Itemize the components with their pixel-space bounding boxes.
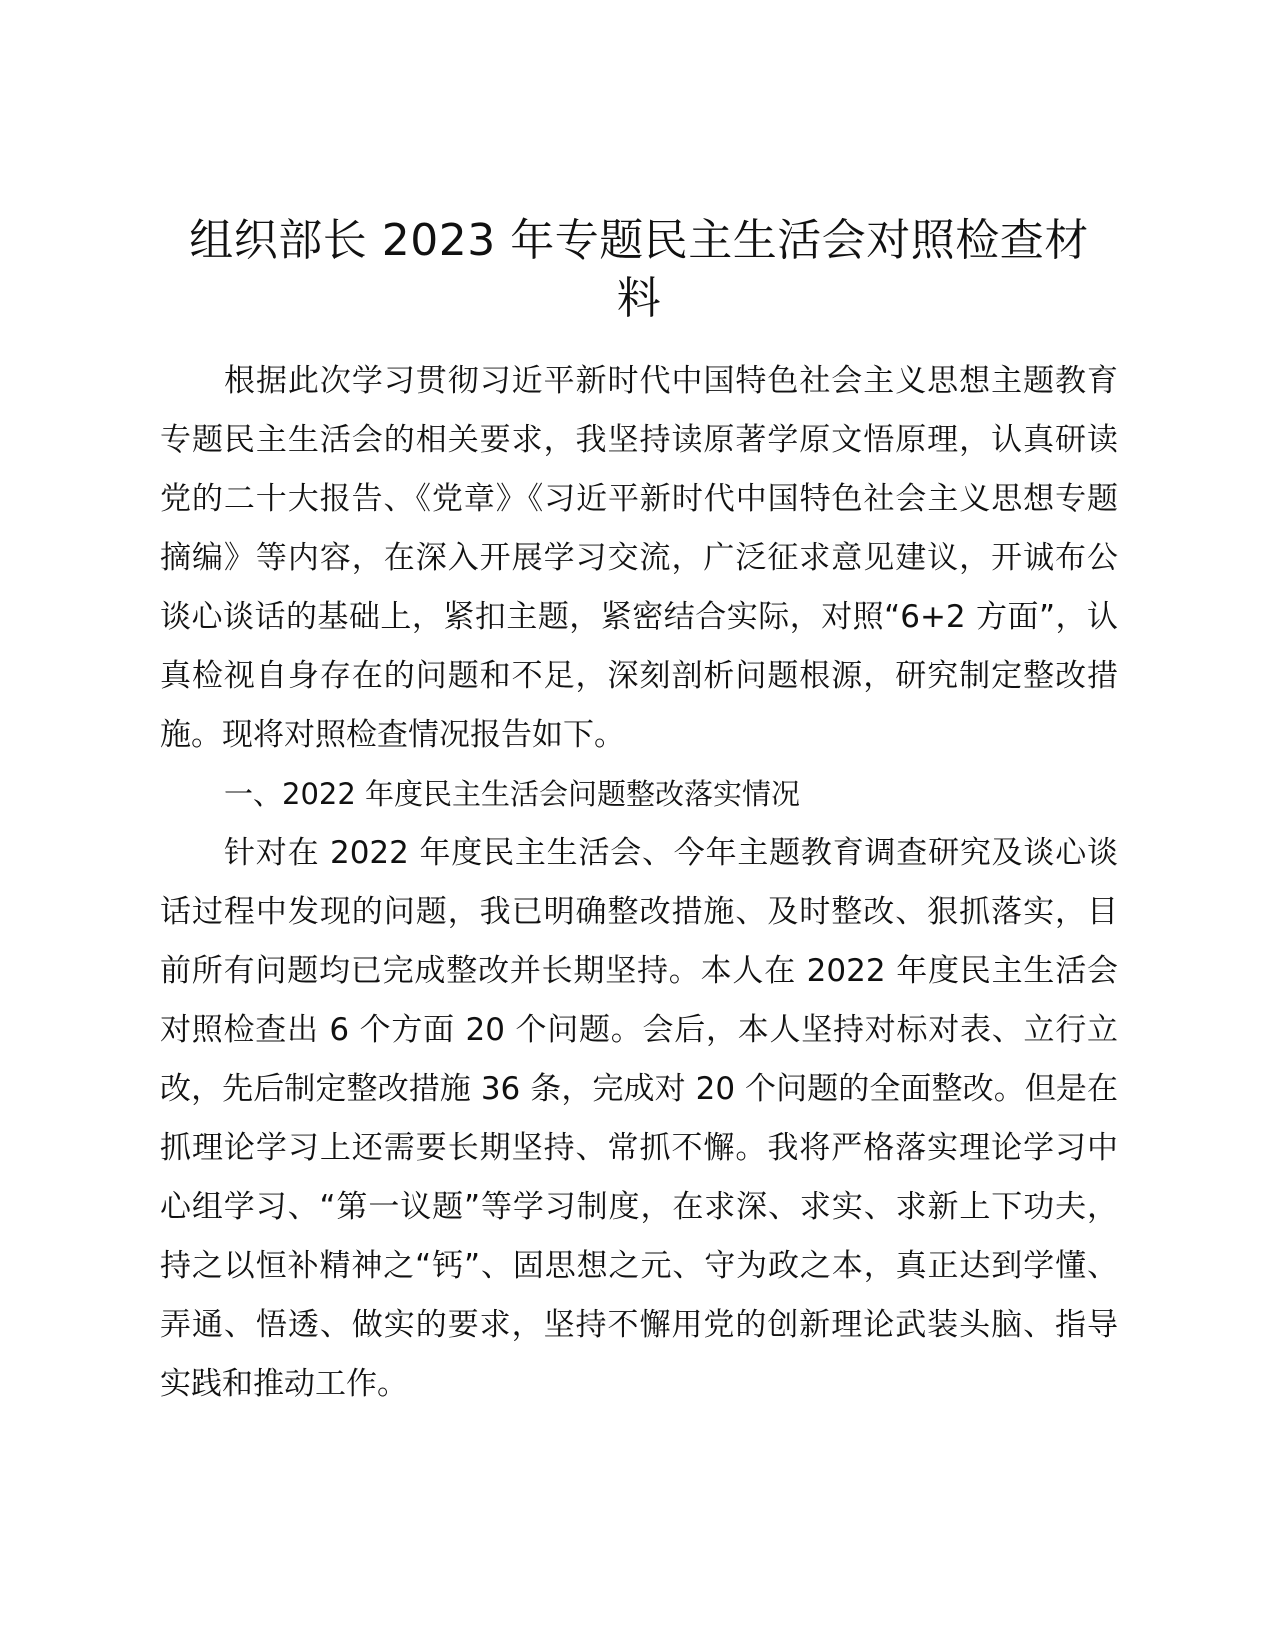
document-page [160, 212, 1118, 1414]
section-heading-1: 一、2022 年度民主生活会问题整改落实情况 [224, 777, 801, 811]
title-line-1: 组织部长 2023 年专题民主生活会对照检查材 [189, 215, 1089, 266]
document-body [160, 352, 1118, 1414]
section-1-paragraph: 针对在 2022 年度民主生活会、今年主题教育调查研究及谈心谈话过程中发现的问题，我已明确整改措施、及时整改、狠抓落实，目前所有问题均已完成整改并长期坚持。本人在 2022 年度民主生活会对照检查出 6 个方面 20 个问题。会后，本人坚持对标对表、立行立改，先后制定整改措施 36 条，完成对 20 个问题的全面整改。但是在抓理论学习上还需要长期坚持、常抓不懈。我将严格落实理论学习中心组学习、“第一议题”等学习制度，在求深、求实、求新上下功夫，持之以恒补精神之“钙”、固思想之元、守为政之本，真正达到学懂、弄通、悟透、做实的要求，坚持不懈用党的创新理论武装头脑、指导实践和推动工作。 [160, 835, 1118, 1402]
document-title [160, 212, 1118, 328]
intro-paragraph: 根据此次学习贯彻习近平新时代中国特色社会主义思想主题教育专题民主生活会的相关要求，我坚持读原著学原文悟原理，认真研读党的二十大报告、《党章》《习近平新时代中国特色社会主义思想专题摘编》等内容，在深入开展学习交流，广泛征求意见建议，开诚布公谈心谈话的基础上，紧扣主题，紧密结合实际，对照“6+2 方面”，认真检视自身存在的问题和不足，深刻剖析问题根源，研究制定整改措施。现将对照检查情况报告如下。 [160, 363, 1118, 753]
title-line-2: 料 [616, 273, 662, 324]
